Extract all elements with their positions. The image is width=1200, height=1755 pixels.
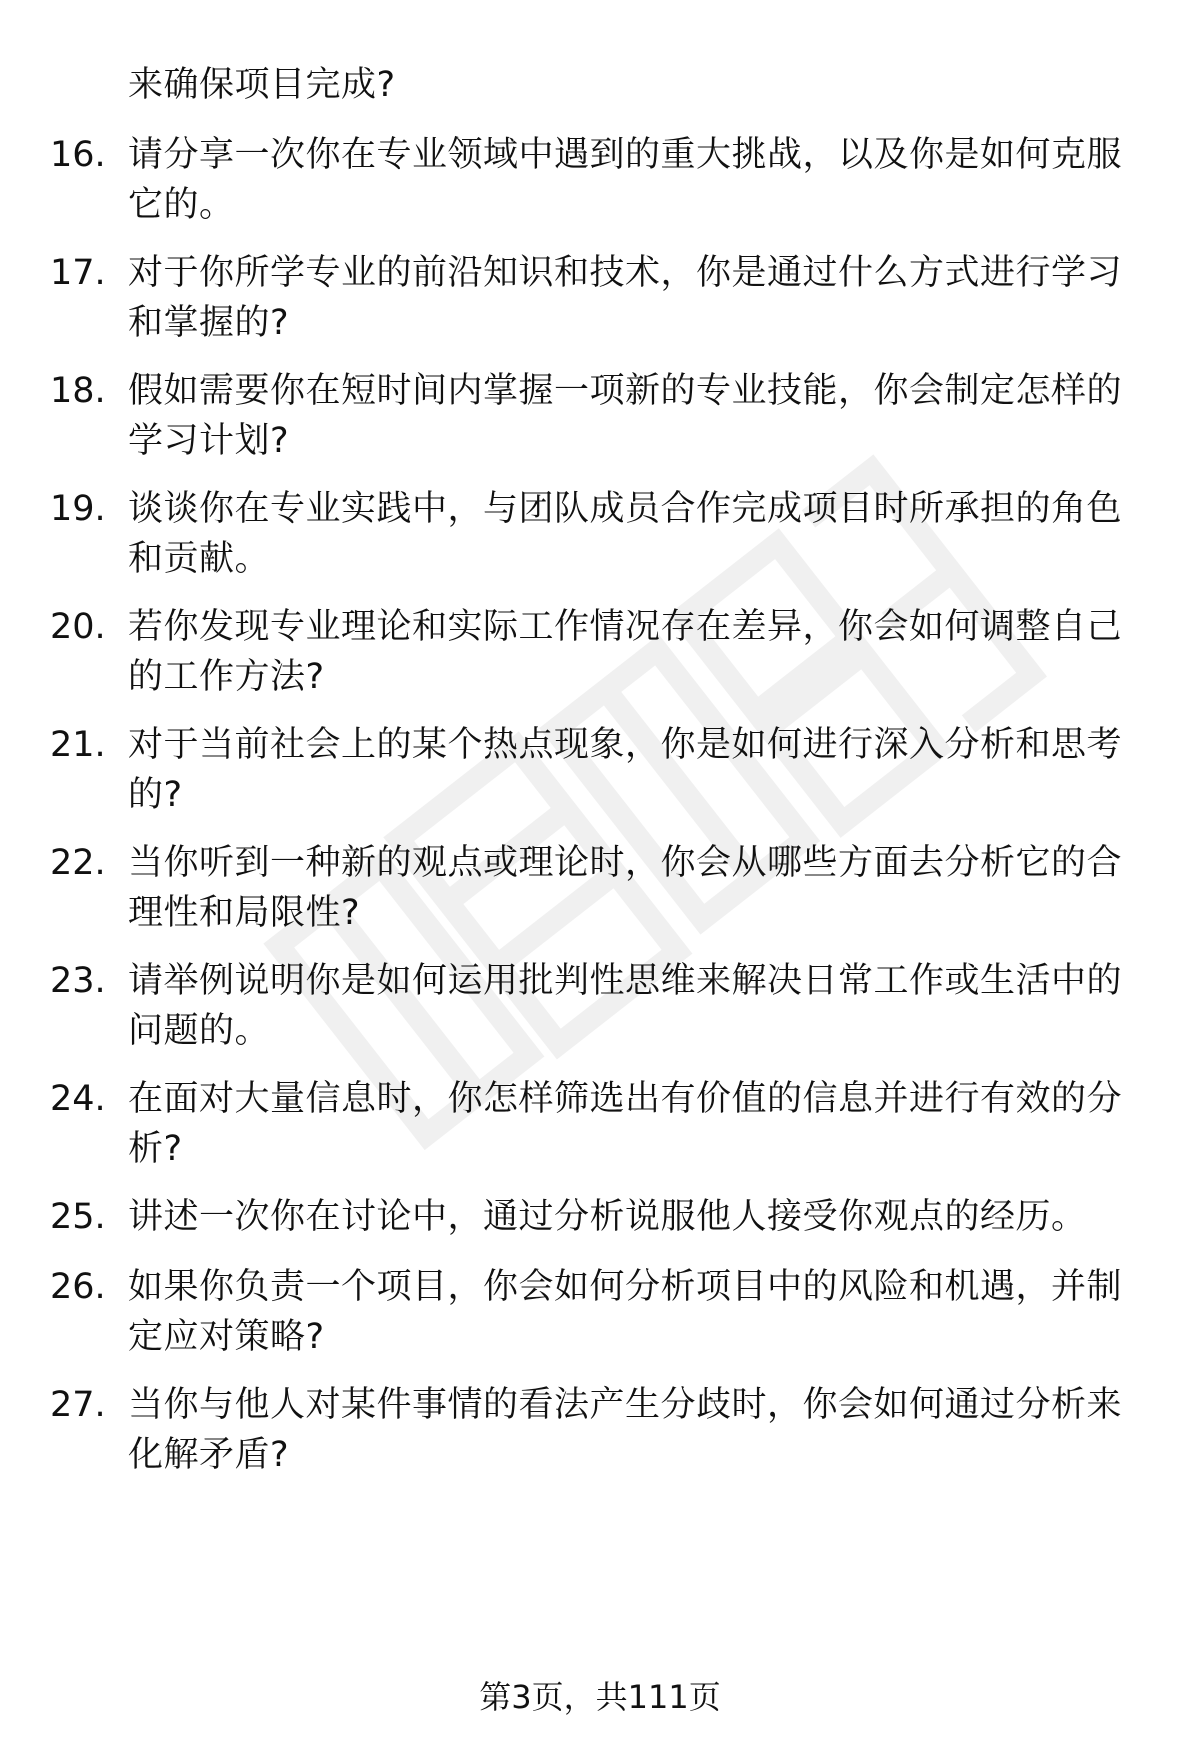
question-number: 19.	[50, 489, 106, 529]
question-text: 讲述一次你在讨论中，通过分析说服他人接受你观点的经历。	[128, 1197, 1087, 1237]
question-number: 16.	[50, 135, 106, 175]
continued-question-text: 来确保项目完成?	[128, 65, 396, 105]
question-text: 当你与他人对某件事情的看法产生分歧时，你会如何通过分析来化解矛盾?	[128, 1385, 1123, 1475]
question-text: 对于你所学专业的前沿知识和技术，你是通过什么方式进行学习和掌握的?	[128, 253, 1123, 343]
question-number: 24.	[50, 1079, 106, 1119]
question-text: 如果你负责一个项目，你会如何分析项目中的风险和机遇，并制定应对策略?	[128, 1267, 1123, 1357]
question-text: 请举例说明你是如何运用批判性思维来解决日常工作或生活中的问题的。	[128, 961, 1123, 1051]
question-number: 20.	[50, 607, 106, 647]
question-number: 17.	[50, 253, 106, 293]
page-footer: 第3页，共111页	[479, 1678, 721, 1716]
question-number: 22.	[50, 843, 106, 883]
question-number: 27.	[50, 1385, 106, 1425]
question-number: 26.	[50, 1267, 106, 1307]
question-number: 23.	[50, 961, 106, 1001]
question-text: 谈谈你在专业实践中，与团队成员合作完成项目时所承担的角色和贡献。	[128, 489, 1123, 579]
question-text: 假如需要你在短时间内掌握一项新的专业技能，你会制定怎样的学习计划?	[128, 371, 1123, 461]
question-number: 18.	[50, 371, 106, 411]
question-number: 21.	[50, 725, 106, 765]
question-number: 25.	[50, 1197, 106, 1237]
question-text: 在面对大量信息时，你怎样筛选出有价值的信息并进行有效的分析?	[128, 1079, 1123, 1169]
question-text: 请分享一次你在专业领域中遇到的重大挑战，以及你是如何克服它的。	[128, 135, 1123, 225]
question-text: 若你发现专业理论和实际工作情况存在差异，你会如何调整自己的工作方法?	[128, 607, 1123, 697]
question-text: 对于当前社会上的某个热点现象，你是如何进行深入分析和思考的?	[128, 725, 1123, 815]
question-text: 当你听到一种新的观点或理论时，你会从哪些方面去分析它的合理性和局限性?	[128, 843, 1123, 933]
